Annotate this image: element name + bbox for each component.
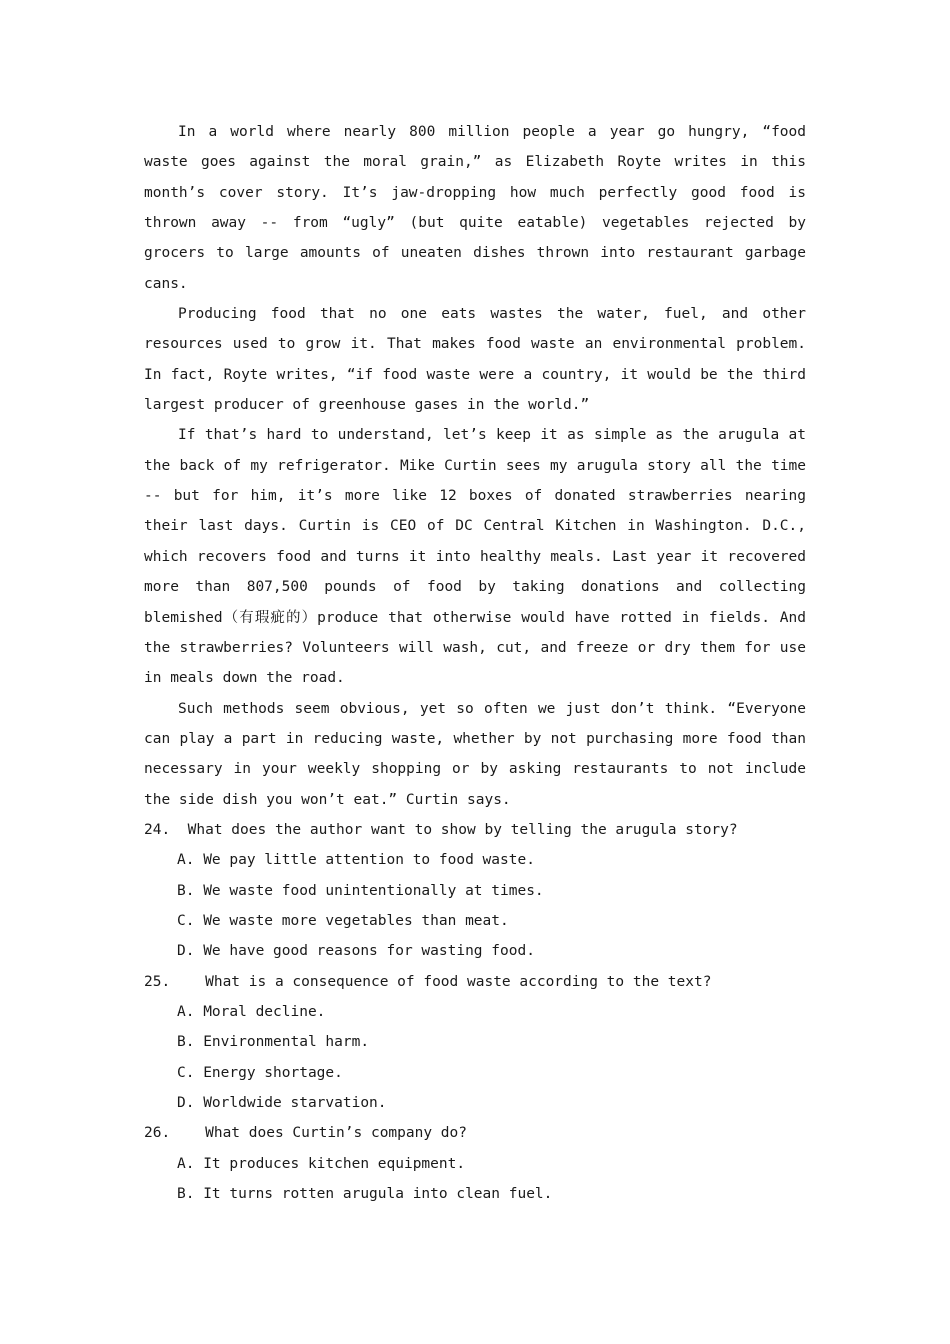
- passage-paragraph-4: Such methods seem obvious, yet so often we just don’t think. “Everyone can play a part in reducing waste, whether by not purchasing more food than necessary in your weekly shopping or by asking restaurants to not include the side dish you won’t eat.” Curtin says.: [144, 700, 806, 808]
- question-stem: 25. What is a consequence of food waste according to the text?: [144, 973, 712, 990]
- option-b: B. We waste food unintentionally at times.: [177, 882, 544, 899]
- passage-paragraph-1: In a world where nearly 800 million people a year go hungry, “food waste goes against the moral grain,” as Elizabeth Royte writes in this month’s cover story. It’s jaw-dropping how much perfectly good food is thrown away -- from “ugly” (but quite eatable) vegetables rejected by grocers to large amounts of uneaten dishes thrown into restaurant garbage cans.: [144, 124, 806, 292]
- question-stem: 24. What does the author want to show by telling the arugula story?: [144, 821, 738, 838]
- option-a: A. Moral decline.: [177, 1003, 326, 1020]
- option-c: C. Energy shortage.: [177, 1064, 343, 1081]
- question-26: [144, 1118, 806, 1209]
- option-b: B. Environmental harm.: [177, 1034, 370, 1051]
- passage-paragraph-3: If that’s hard to understand, let’s keep it as simple as the arugula at the back of my refrigerator. Mike Curtin sees my arugula story all the time -- but for him, it’s more like 12 boxes of donated strawberries nearing their last days. Curtin is CEO of DC Central Kitchen in Washington. D.C., which recovers food and turns it into healthy meals. Last year it recovered more than 807,500 pounds of food by taking donations and collecting blemished（有瑕疵的）produce that otherwise would have rotted in fields. And the strawberries? Volunteers will wash, cut, and freeze or dry them for use in meals down the road.: [144, 427, 806, 687]
- option-d: D. Worldwide starvation.: [177, 1095, 387, 1111]
- reading-section: [144, 117, 806, 1209]
- option-d: D. We have good reasons for wasting food.: [177, 943, 535, 960]
- question-25: [144, 967, 806, 1119]
- option-c: C. We waste more vegetables than meat.: [177, 912, 509, 929]
- option-b: B. It turns rotten arugula into clean fuel.: [177, 1186, 553, 1203]
- option-a: A. We pay little attention to food waste.: [177, 852, 535, 869]
- question-24: [144, 815, 806, 967]
- question-stem: 26. What does Curtin’s company do?: [144, 1125, 468, 1142]
- passage-paragraph-2: Producing food that no one eats wastes the water, fuel, and other resources used to grow it. That makes food waste an environmental problem. In fact, Royte writes, “if food waste were a country, it would be the third largest producer of greenhouse gases in the world.”: [144, 306, 806, 414]
- option-a: A. It produces kitchen equipment.: [177, 1155, 466, 1172]
